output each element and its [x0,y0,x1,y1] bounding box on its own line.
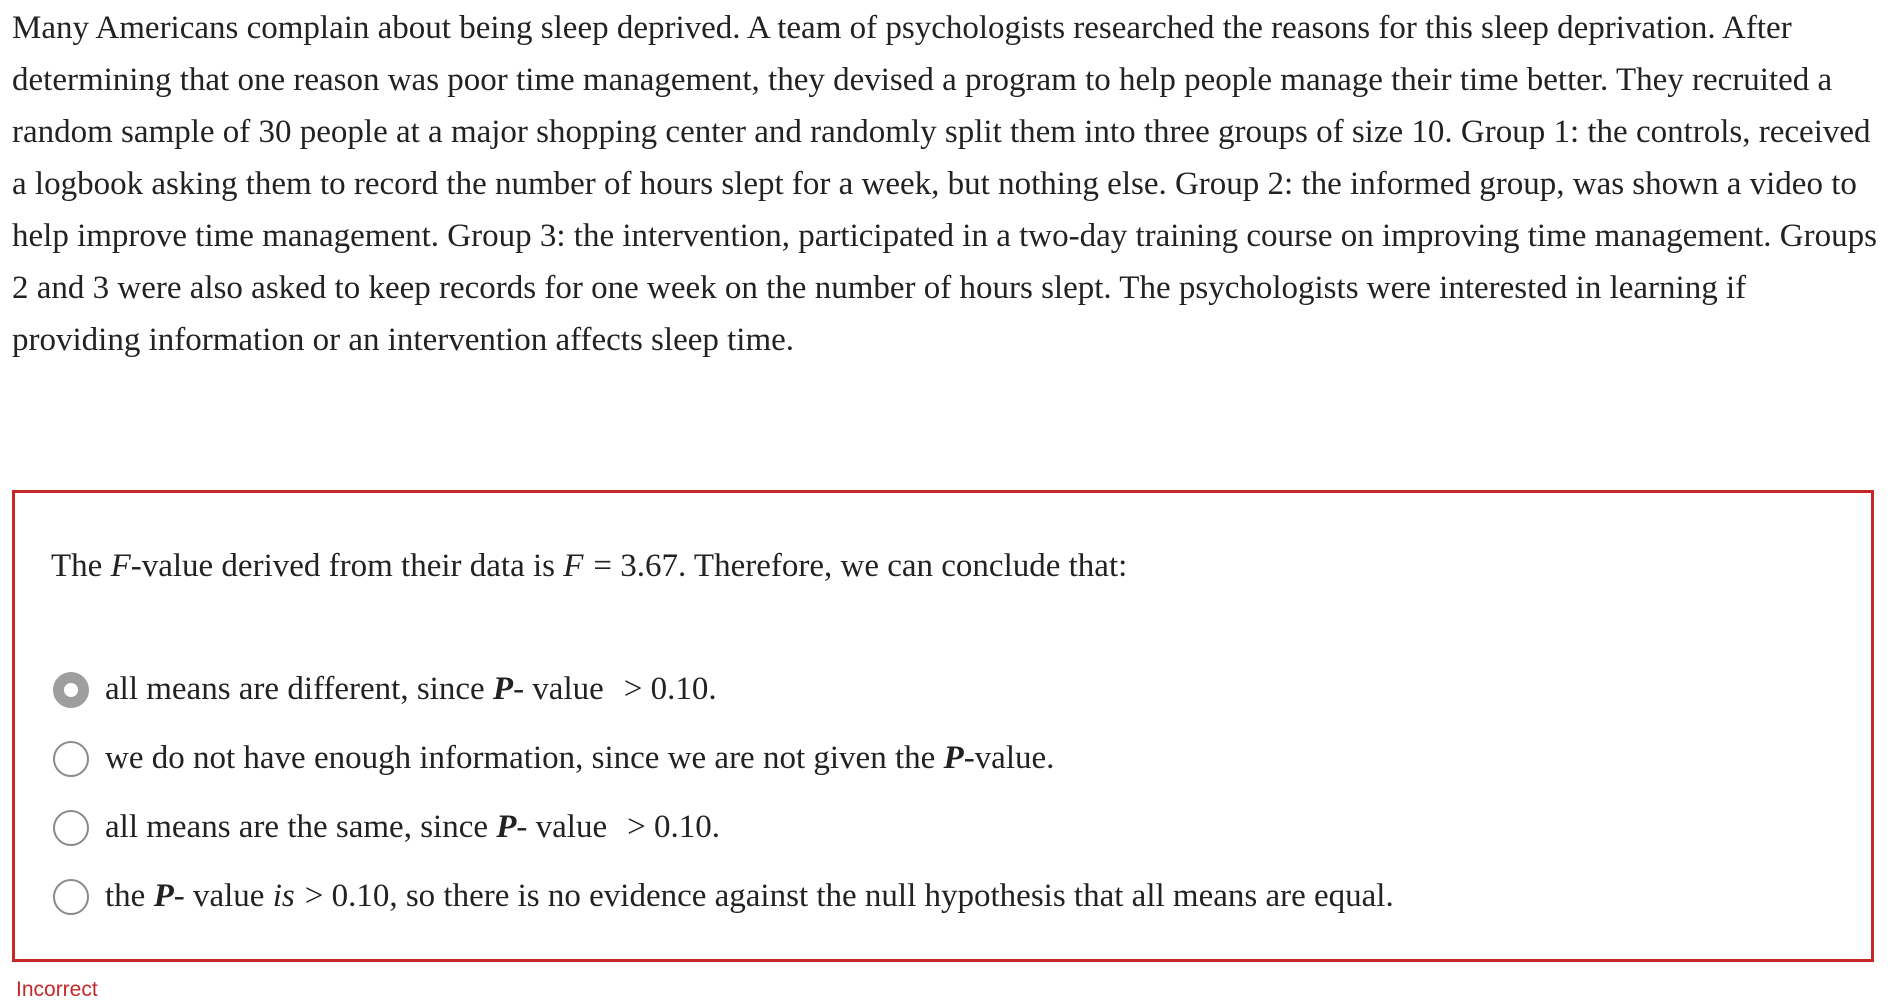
question-prompt [51,543,1127,589]
answer-options [53,655,1394,931]
prompt-f-symbol-2: F [563,548,584,584]
feedback-status: Incorrect [16,978,98,1001]
question-box [12,490,1874,962]
radio-button-selected[interactable] [53,672,89,708]
prompt-prefix: The [51,548,111,584]
option-2-text: we do not have enough information, since we are not given the P-value. [105,740,1055,776]
answer-option-1[interactable] [53,655,1394,724]
radio-button[interactable] [53,879,89,915]
answer-option-2[interactable] [53,724,1394,793]
answer-option-3[interactable] [53,793,1394,862]
prompt-mid: -value derived from their data is [130,548,564,584]
prompt-suffix: . Therefore, we can conclude that: [678,548,1128,584]
prompt-f-symbol: F [110,548,131,584]
problem-passage: Many Americans complain about being sleep deprived. A team of psychologists researched the reasons for this sleep deprivation. After determining that one reason was poor time management, they devised a program to help people manage their time better. They recruited a random sample of 30 people at a major shopping center and randomly split them into three groups of size 10. Group 1: the controls, received a logbook asking them to record the number of hours slept for a week, but nothing else. Group 2: the informed group, was shown a video to help improve time management. Group 3: the intervention, participated in a two-day training course on improving time management. Groups 2 and 3 were also asked to keep records for one week on the number of hours slept. The psychologists were interested in learning if providing information or an intervention affects sleep time. [12,10,1877,358]
radio-button[interactable] [53,810,89,846]
option-1-text: all means are different, since P- value > 0.10. [105,671,717,707]
option-4-text: the P- value is > 0.10, so there is no evidence against the null hypothesis that all means are equal. [105,878,1394,914]
radio-button[interactable] [53,741,89,777]
prompt-equation: = 3.67 [593,548,679,584]
option-3-text: all means are the same, since P- value > 0.10. [105,809,720,845]
answer-option-4[interactable] [53,862,1394,931]
